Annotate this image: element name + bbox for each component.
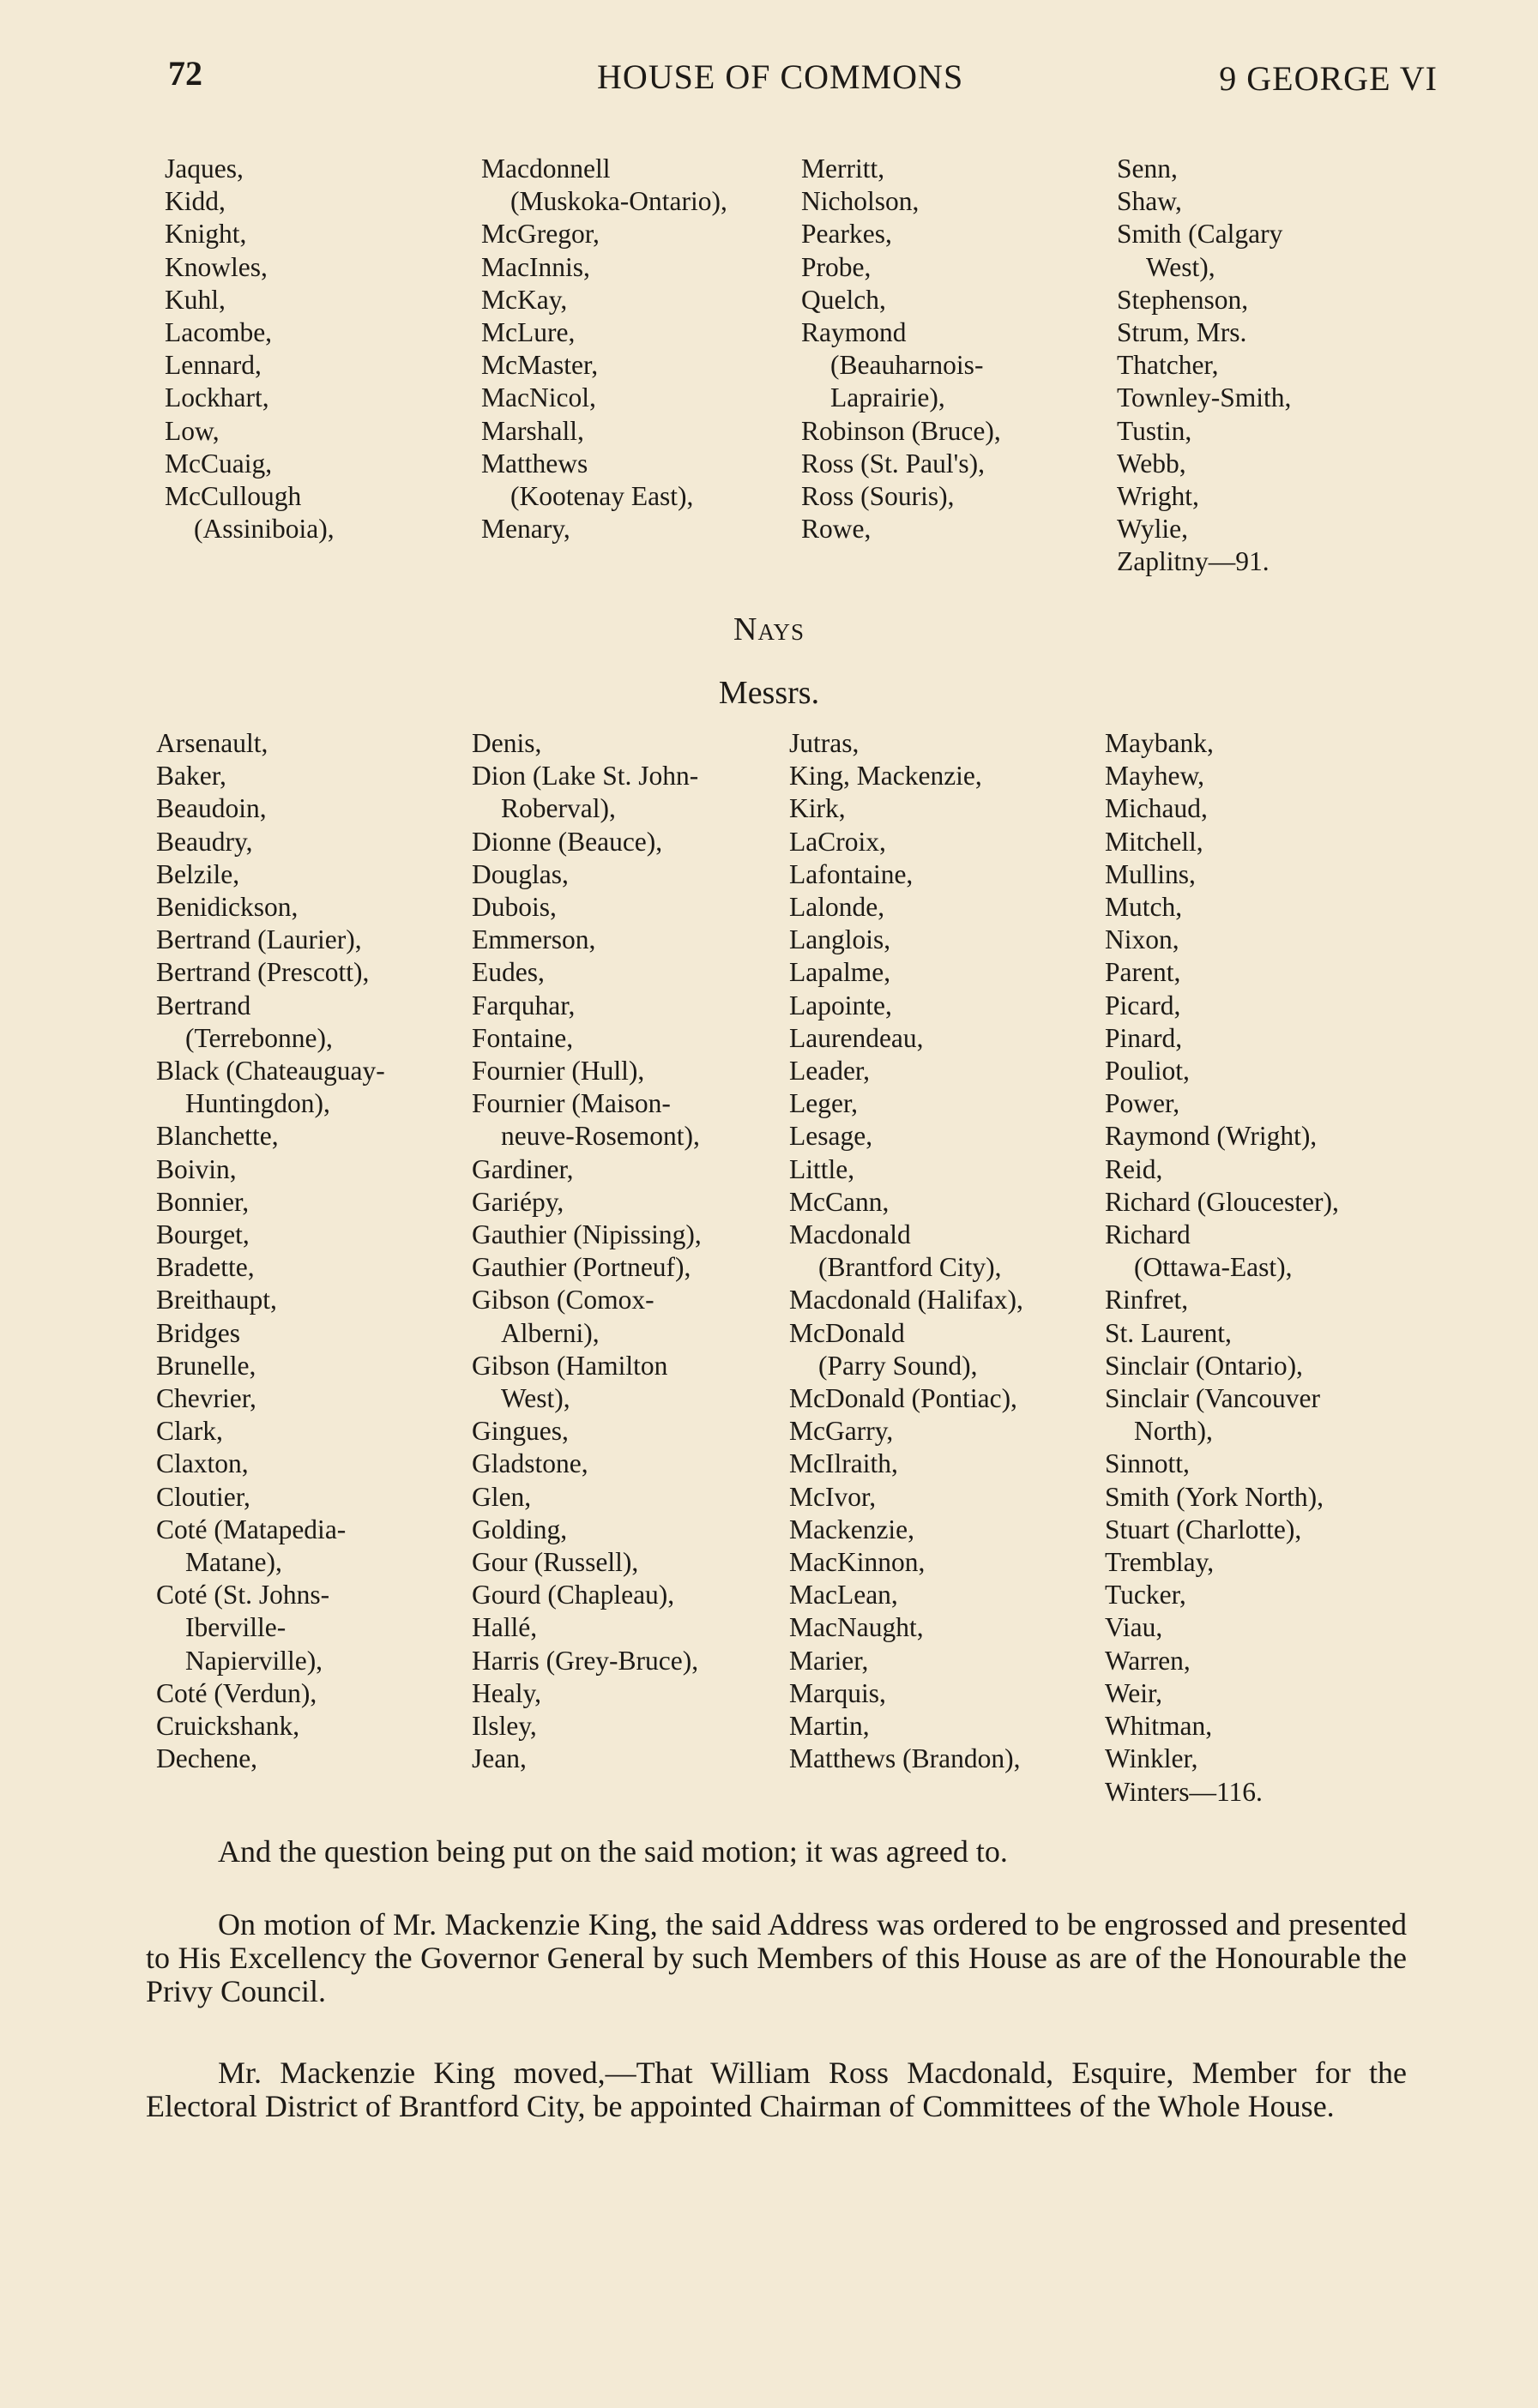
member-name: Fournier (Hull), <box>472 1056 645 1087</box>
member-name: McCullough <box>165 481 302 512</box>
member-name: MacLean, <box>789 1580 898 1610</box>
member-name: McGarry, <box>789 1416 894 1447</box>
member-name: Strum, Mrs. <box>1117 317 1247 348</box>
member-name: Macdonald (Halifax), <box>789 1285 1023 1315</box>
member-name: (Brantford City), <box>818 1252 1002 1283</box>
member-name: Beaudoin, <box>156 793 267 824</box>
member-name: Coté (Verdun), <box>156 1677 317 1708</box>
member-name: Hallé, <box>472 1612 538 1643</box>
member-name: North), <box>1134 1416 1213 1447</box>
member-name: Rowe, <box>801 514 872 545</box>
member-name: Mackenzie, <box>789 1514 915 1544</box>
member-name: Laprairie), <box>830 382 945 413</box>
member-name: Beaudry, <box>156 826 253 857</box>
member-name: Gardiner, <box>472 1153 574 1184</box>
member-name: Lacombe, <box>165 317 273 348</box>
nays-column-4 <box>1105 727 1339 1809</box>
member-name: McIlraith, <box>789 1448 898 1479</box>
member-name: West), <box>1146 251 1215 282</box>
nays-column-2 <box>472 727 702 1776</box>
member-name: Wylie, <box>1117 514 1188 545</box>
member-name: Pouliot, <box>1105 1056 1190 1087</box>
member-name: Iberville- <box>185 1612 286 1643</box>
member-name: Claxton, <box>156 1448 249 1479</box>
member-name: Pearkes, <box>801 219 892 250</box>
member-name: Warren, <box>1105 1645 1191 1676</box>
member-name: MacKinnon, <box>789 1547 926 1578</box>
member-name: Langlois, <box>789 924 891 955</box>
paragraph-address-engrossed: On motion of Mr. Mackenzie King, the said Address was ordered to be engrossed and presented to His Excellency the Governor General by such Members of this House as are of the Honourable the Privy Council. <box>146 1907 1407 2008</box>
member-name: Nicholson, <box>801 186 920 217</box>
member-name: Kidd, <box>165 186 226 217</box>
member-name: Jaques, <box>165 154 244 184</box>
member-name: Fontaine, <box>472 1022 574 1053</box>
member-name: Boivin, <box>156 1153 237 1184</box>
member-name: McGregor, <box>481 219 600 250</box>
member-name: Menary, <box>481 514 570 545</box>
member-name: Raymond (Wright), <box>1105 1121 1318 1152</box>
member-name: Marshall, <box>481 415 584 446</box>
member-name: Jutras, <box>789 728 859 758</box>
member-name: Mayhew, <box>1105 761 1205 792</box>
member-name: Sinclair (Vancouver <box>1105 1383 1321 1414</box>
member-name: Cloutier, <box>156 1481 250 1512</box>
member-name: Leader, <box>789 1056 871 1087</box>
member-name: Belzile, <box>156 858 240 889</box>
member-name: Michaud, <box>1105 793 1208 824</box>
member-name: McIvor, <box>789 1481 877 1512</box>
member-name: Bonnier, <box>156 1186 250 1217</box>
member-name: Coté (St. Johns- <box>156 1580 330 1610</box>
member-name: Winters—116. <box>1105 1776 1263 1807</box>
member-name: West), <box>501 1383 570 1414</box>
member-name: Townley-Smith, <box>1117 382 1292 413</box>
paragraph-question-agreed: And the question being put on the said motion; it was agreed to. <box>218 1834 1008 1869</box>
member-name: Farquhar, <box>472 990 576 1020</box>
member-name: King, Mackenzie, <box>789 761 982 792</box>
member-name: Power, <box>1105 1088 1180 1119</box>
member-name: (Terrebonne), <box>185 1022 333 1053</box>
member-name: Marier, <box>789 1645 869 1676</box>
member-name: Stuart (Charlotte), <box>1105 1514 1302 1544</box>
member-name: Baker, <box>156 761 226 792</box>
member-name: Lapalme, <box>789 957 891 988</box>
member-name: Winkler, <box>1105 1743 1198 1774</box>
member-name: Benidickson, <box>156 892 299 923</box>
member-name: Maybank, <box>1105 728 1214 758</box>
member-name: St. Laurent, <box>1105 1317 1232 1348</box>
member-name: Knowles, <box>165 251 268 282</box>
member-name: Lennard, <box>165 350 262 381</box>
member-name: Lalonde, <box>789 892 885 923</box>
member-name: MacNaught, <box>789 1612 924 1643</box>
member-name: Sinnott, <box>1105 1448 1190 1479</box>
member-name: Tustin, <box>1117 415 1192 446</box>
member-name: Sinclair (Ontario), <box>1105 1350 1303 1381</box>
member-name: Bertrand (Laurier), <box>156 924 362 955</box>
member-name: Knight, <box>165 219 247 250</box>
member-name: Quelch, <box>801 284 886 315</box>
member-name: Smith (York North), <box>1105 1481 1324 1512</box>
member-name: Coté (Matapedia- <box>156 1514 347 1544</box>
member-name: Matthews (Brandon), <box>789 1743 1021 1774</box>
member-name: Probe, <box>801 251 872 282</box>
member-name: Shaw, <box>1117 186 1182 217</box>
member-name: Breithaupt, <box>156 1285 277 1315</box>
member-name: Dionne (Beauce), <box>472 826 663 857</box>
yeas-column-3 <box>801 153 1001 545</box>
member-name: Gariépy, <box>472 1186 564 1217</box>
member-name: Marquis, <box>789 1677 886 1708</box>
messrs-heading: Messrs. <box>718 675 820 711</box>
reign-label: 9 GEORGE VI <box>1219 59 1438 98</box>
member-name: Blanchette, <box>156 1121 279 1152</box>
member-name: (Muskoka-Ontario), <box>510 186 727 217</box>
member-name: Gibson (Hamilton <box>472 1350 668 1381</box>
member-name: Kirk, <box>789 793 846 824</box>
member-name: Bridges <box>156 1317 240 1348</box>
yeas-column-4 <box>1117 153 1291 579</box>
member-name: (Ottawa-East), <box>1134 1252 1293 1283</box>
nays-column-3 <box>789 727 1023 1776</box>
member-name: Wright, <box>1117 481 1199 512</box>
member-name: Viau, <box>1105 1612 1163 1643</box>
member-name: Ross (Souris), <box>801 481 955 512</box>
member-name: Bertrand (Prescott), <box>156 957 370 988</box>
nays-column-1 <box>156 727 385 1776</box>
member-name: McDonald <box>789 1317 905 1348</box>
member-name: Gourd (Chapleau), <box>472 1580 675 1610</box>
member-name: Bourget, <box>156 1219 250 1250</box>
member-name: Gladstone, <box>472 1448 588 1479</box>
member-name: Parent, <box>1105 957 1181 988</box>
member-name: (Parry Sound), <box>818 1350 978 1381</box>
member-name: Glen, <box>472 1481 532 1512</box>
member-name: Zaplitny—91. <box>1117 546 1270 577</box>
member-name: Bradette, <box>156 1252 255 1283</box>
member-name: LaCroix, <box>789 826 886 857</box>
member-name: Smith (Calgary <box>1117 219 1283 250</box>
member-name: Robinson (Bruce), <box>801 415 1001 446</box>
member-name: Golding, <box>472 1514 568 1544</box>
nays-heading: Nays <box>733 611 805 647</box>
member-name: Arsenault, <box>156 728 268 758</box>
member-name: Rinfret, <box>1105 1285 1189 1315</box>
member-name: Little, <box>789 1153 855 1184</box>
paragraph-chairman-motion: Mr. Mackenzie King moved,—That William Ross Macdonald, Esquire, Member for the Electoral District of Brantford City, be appointed Chairman of Committees of the Whole House. <box>146 2056 1407 2123</box>
member-name: Macdonald <box>789 1219 911 1250</box>
member-name: McKay, <box>481 284 568 315</box>
member-name: Tucker, <box>1105 1580 1186 1610</box>
member-name: Lockhart, <box>165 382 269 413</box>
member-name: Thatcher, <box>1117 350 1219 381</box>
member-name: Richard (Gloucester), <box>1105 1186 1339 1217</box>
member-name: McCann, <box>789 1186 890 1217</box>
yeas-column-2 <box>481 153 727 545</box>
member-name: Picard, <box>1105 990 1181 1020</box>
member-name: Emmerson, <box>472 924 596 955</box>
member-name: Brunelle, <box>156 1350 256 1381</box>
member-name: Douglas, <box>472 858 569 889</box>
member-name: Senn, <box>1117 154 1178 184</box>
member-name: Dubois, <box>472 892 557 923</box>
page-title: HOUSE OF COMMONS <box>597 57 964 96</box>
member-name: Gauthier (Portneuf), <box>472 1252 691 1283</box>
member-name: Reid, <box>1105 1153 1163 1184</box>
member-name: Jean, <box>472 1743 527 1774</box>
page-header <box>168 53 1438 105</box>
member-name: MacNicol, <box>481 382 596 413</box>
member-name: Gingues, <box>472 1416 569 1447</box>
member-name: Webb, <box>1117 448 1186 479</box>
member-name: Kuhl, <box>165 284 226 315</box>
member-name: McLure, <box>481 317 576 348</box>
member-name: Gour (Russell), <box>472 1547 639 1578</box>
member-name: Matane), <box>185 1547 282 1578</box>
page-number: 72 <box>168 54 202 93</box>
member-name: Alberni), <box>501 1317 600 1348</box>
member-name: McMaster, <box>481 350 599 381</box>
yeas-column-1 <box>165 153 335 545</box>
member-name: Fournier (Maison- <box>472 1088 671 1119</box>
member-name: Whitman, <box>1105 1711 1213 1742</box>
member-name: Mutch, <box>1105 892 1183 923</box>
member-name: Lafontaine, <box>789 858 914 889</box>
member-name: Clark, <box>156 1416 223 1447</box>
member-name: McDonald (Pontiac), <box>789 1383 1017 1414</box>
member-name: Matthews <box>481 448 588 479</box>
member-name: Huntingdon), <box>185 1088 330 1119</box>
member-name: Harris (Grey-Bruce), <box>472 1645 699 1676</box>
member-name: Healy, <box>472 1677 542 1708</box>
member-name: Pinard, <box>1105 1022 1183 1053</box>
member-name: Denis, <box>472 728 542 758</box>
member-name: Weir, <box>1105 1677 1163 1708</box>
member-name: Macdonnell <box>481 154 611 184</box>
member-name: Roberval), <box>501 793 616 824</box>
member-name: Cruickshank, <box>156 1711 300 1742</box>
member-name: Gauthier (Nipissing), <box>472 1219 702 1250</box>
member-name: Raymond <box>801 317 907 348</box>
member-name: Richard <box>1105 1219 1191 1250</box>
member-name: Dion (Lake St. John- <box>472 761 699 792</box>
member-name: MacInnis, <box>481 251 590 282</box>
member-name: Ilsley, <box>472 1711 537 1742</box>
member-name: Merritt, <box>801 154 885 184</box>
member-name: Mitchell, <box>1105 826 1203 857</box>
member-name: Lapointe, <box>789 990 892 1020</box>
member-name: Stephenson, <box>1117 284 1249 315</box>
member-name: Chevrier, <box>156 1383 256 1414</box>
member-name: Napierville), <box>185 1645 323 1676</box>
member-name: (Beauharnois- <box>830 350 984 381</box>
member-name: neuve-Rosemont), <box>501 1121 700 1152</box>
member-name: McCuaig, <box>165 448 273 479</box>
member-name: Lesage, <box>789 1121 873 1152</box>
member-name: Ross (St. Paul's), <box>801 448 985 479</box>
member-name: Laurendeau, <box>789 1022 924 1053</box>
member-name: Mullins, <box>1105 858 1196 889</box>
member-name: Tremblay, <box>1105 1547 1215 1578</box>
member-name: (Kootenay East), <box>510 481 694 512</box>
member-name: Low, <box>165 415 220 446</box>
member-name: Eudes, <box>472 957 545 988</box>
member-name: Leger, <box>789 1088 859 1119</box>
member-name: Bertrand <box>156 990 251 1020</box>
member-name: Dechene, <box>156 1743 258 1774</box>
member-name: (Assiniboia), <box>194 514 335 545</box>
member-name: Nixon, <box>1105 924 1179 955</box>
member-name: Martin, <box>789 1711 870 1742</box>
member-name: Black (Chateauguay- <box>156 1056 385 1087</box>
member-name: Gibson (Comox- <box>472 1285 654 1315</box>
